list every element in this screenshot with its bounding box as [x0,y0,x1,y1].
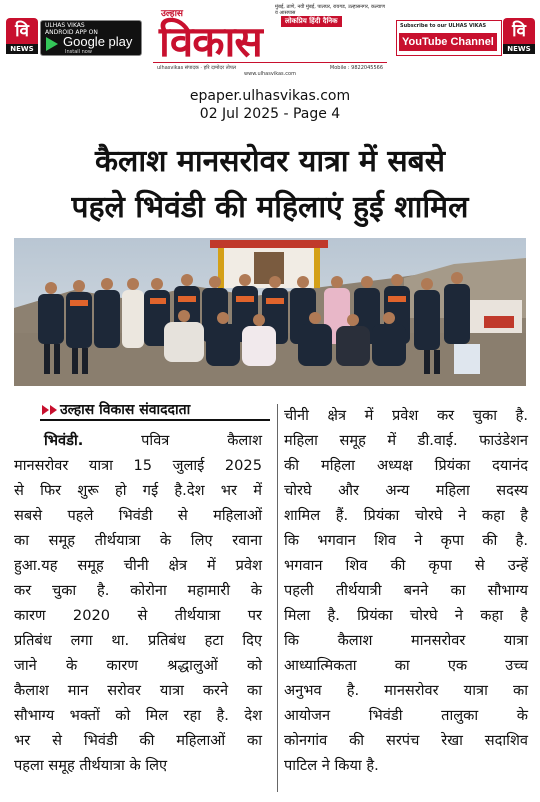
article-line: कि कैलाश मानसरोवर यात्रा [284,632,528,649]
article-line: भिवंडी. पवित्र कैलाश [44,432,262,449]
google-play-badge[interactable]: ULHAS VIKAS ANDROID APP ON Google play Install now [40,20,142,56]
article-line: सबसे पहले भिवंडी से महिलाओं [14,507,262,524]
article-line: आयोजन भिवंडी तालुका के [284,707,528,724]
epaper-site: epaper.ulhasvikas.com [189,88,351,104]
article-line: अनुभव है. मानसरोवर यात्रा का [284,682,528,699]
article-line: भर से भिवंडी की महिलाओं का [14,732,262,749]
masthead-info: ulhasvikas संपादक · हरि दामोदर तोपल Mobile : 9822045566 [153,62,387,72]
article-line: की महिला अध्यक्ष प्रियंका दयानंद [284,457,528,474]
article-line: सौभाग्य भक्तों को मिल रहा है. देश [14,707,262,724]
article-line: कैलाश मान सरोवर यात्रा करने का [14,682,262,699]
vikas-news-logo-left[interactable]: वि NEWS [6,18,38,54]
article-line: महिला समूह में डी.वाई. फाउंडेशन [284,432,528,449]
newspaper-name: विकास [159,17,262,66]
byline-rule [40,419,270,421]
article-line: शामिल हैं. प्रियंका चोरघे ने कहा है [284,507,528,524]
group-photo-illustration [14,238,526,386]
epaper-date-page: 02 Jul 2025 - Page 4 [199,106,341,122]
article-line: कोनगांव की सरपंच रेखा सदाशिव [284,732,528,749]
article-line: चीनी क्षेत्र में प्रवेश कर चुका है. [284,407,528,424]
byline: उल्हास विकास संवाददाता [60,402,191,418]
play-store-icon [46,37,58,51]
article-line: पहली तीर्थयात्री बनने का सौभाग्य [284,582,528,599]
column-divider [277,404,278,792]
article-line: आध्यात्मिकता का एक उच्च [284,657,528,674]
article-line: पाटिल ने किया है. [284,757,379,774]
article-column-left [14,428,262,778]
regions-text: मुंबई, ठाणे, नवी मुंबई, पालघर, रायगड, उल्हासनगर, कल्याण व आसपास [275,4,385,16]
youtube-icon: YouTube Channel [399,33,497,51]
article-line: से फिर शुरू हो गई है.देश भर में [14,482,262,499]
dateline: भिवंडी. [44,432,84,449]
article-line: चोरघे और अन्य महिला सदस्य [284,482,528,499]
article-line: प्रतिबंध लगा था. प्रतिबंध हटा दिए [14,632,262,649]
tagline: लोकप्रिय हिंदी दैनिक [281,16,342,27]
masthead-url: www.ulhasvikas.com [244,71,296,77]
vikas-news-logo-right[interactable]: वि NEWS [503,18,535,54]
article-line: कि भगवान शिव ने कृपा की है. [284,532,528,549]
article-line: कर चुका है. कोरोना महामारी के [14,582,262,599]
group-photo [14,238,526,386]
article-line: जाने के कारण श्रद्धालुओं को [14,657,262,674]
article-line: भगवान शिव की कृपा से उन्हें [284,557,528,574]
newspaper-title: उल्हास विकास मुंबई, ठाणे, नवी मुंबई, पालघर, रायगड, उल्हासनगर, कल्याण व आसपास लोकप्रिय हिंदी दैनिक ulhasvikas संपादक · हरि दामोदर तोपल Mobile : 9822045566 www.ulhasvikas.com [153,0,387,80]
article-line: मिला है. प्रियंका चोरघे ने कहा है [284,607,528,624]
article-line: मानसरोवर यात्रा 15 जुलाई 2025 [14,457,262,474]
article-line: कारण 2020 से तीर्थयात्रा पर [14,607,262,624]
youtube-channel-banner[interactable]: Subscribe to our ULHAS VIKAS YouTube Channel [396,20,502,56]
article-line: हुआ.यह समूह चीनी क्षेत्र में प्रवेश [14,557,262,574]
article-column-right [284,403,528,778]
article-headline: कैलाश मानसरोवर यात्रा में सबसे पहले भिवंडी की महिलाएं हुई शामिल [71,144,469,225]
double-arrow-icon [40,404,60,416]
article-line: पहला समूह तीर्थयात्रा के लिए [14,757,168,774]
article-line: का समूह तीर्थयात्रा के लिए रवाना [14,532,262,549]
masthead [0,0,540,80]
